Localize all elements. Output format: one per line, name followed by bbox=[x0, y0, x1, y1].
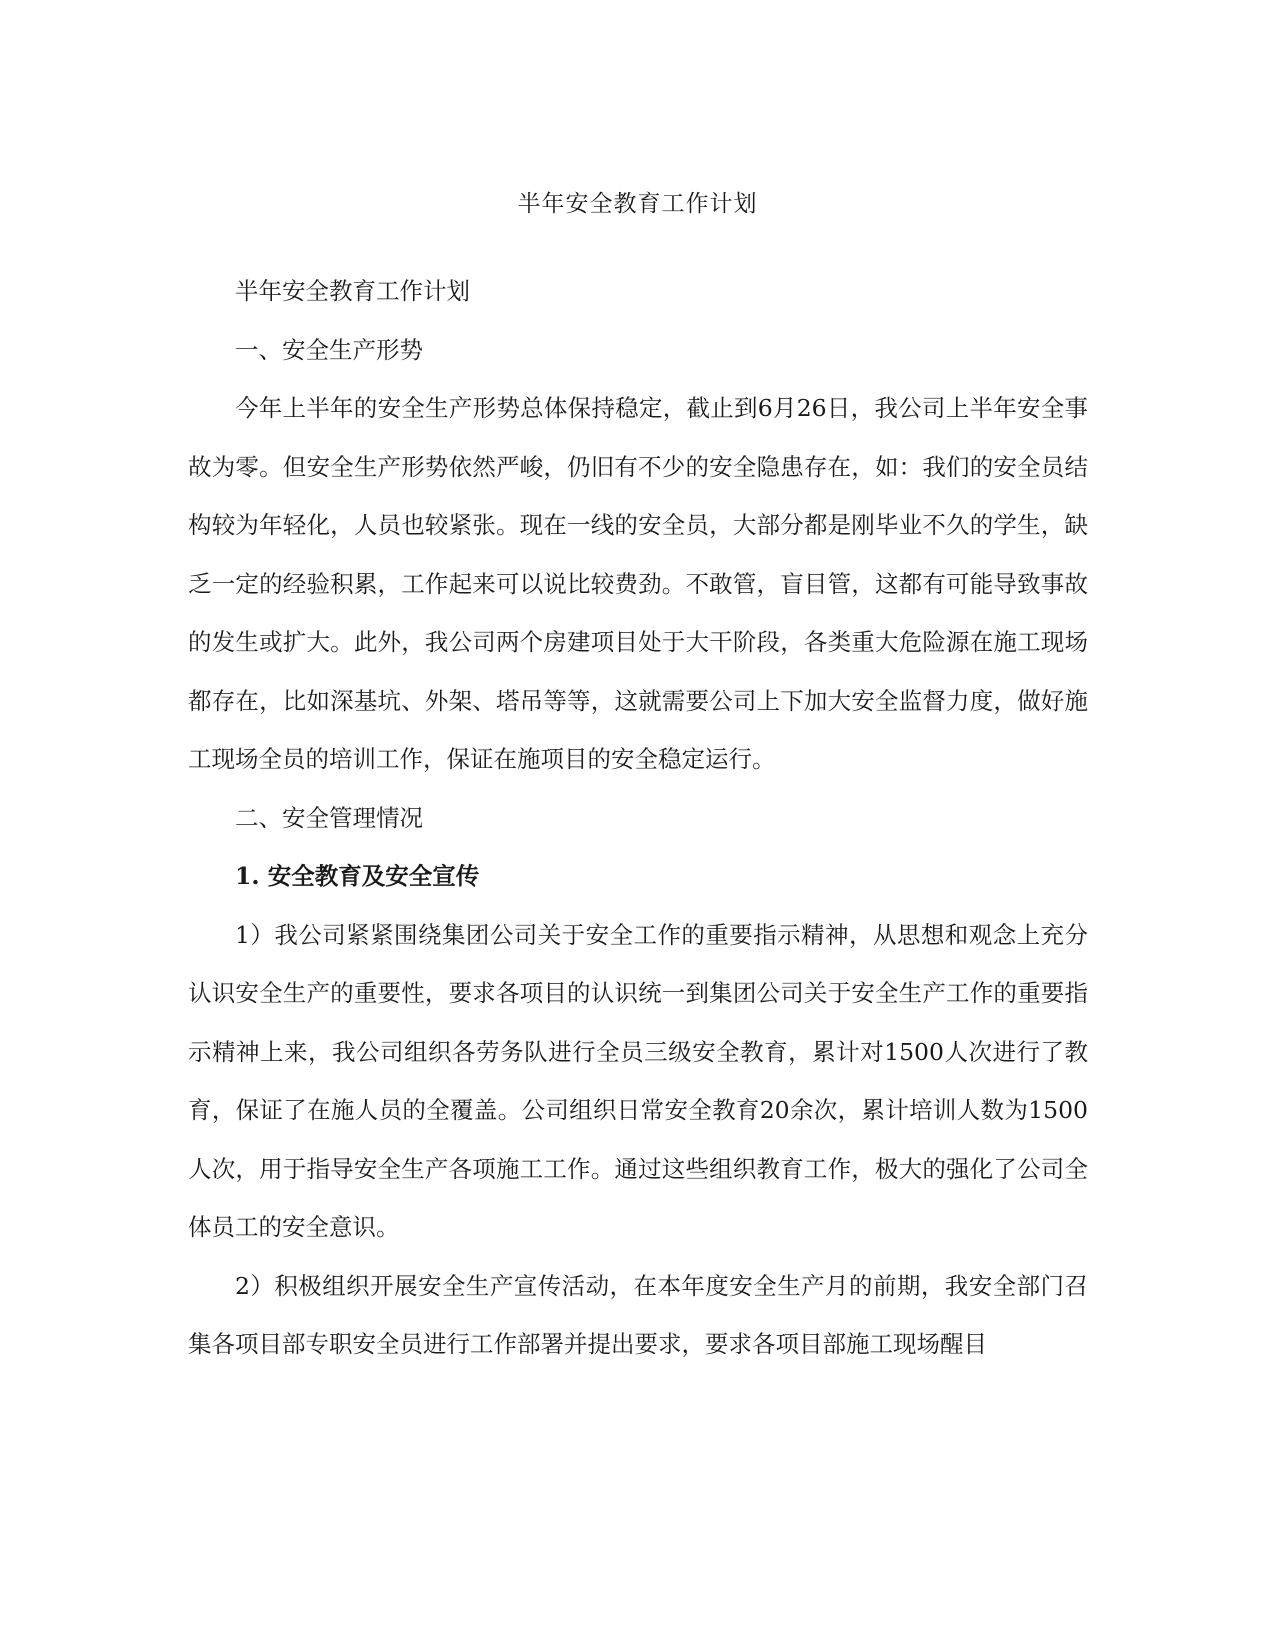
document-title: 半年安全教育工作计划 bbox=[517, 191, 758, 217]
subsection-heading-education: 1. 安全教育及安全宣传 bbox=[235, 862, 480, 890]
paragraph-education-2: 2）积极组织开展安全生产宣传活动，在本年度安全生产月的前期，我安全部门召集各项目部专职安全员进行工作部署并提出要求，要求各项目部施工现场醒目 bbox=[188, 1271, 1088, 1358]
document-body bbox=[188, 262, 1088, 1374]
paragraph-subtitle: 半年安全教育工作计划 bbox=[235, 277, 470, 305]
section-heading-safety-management: 二、安全管理情况 bbox=[235, 803, 423, 832]
section-heading-safety-situation: 一、安全生产形势 bbox=[235, 335, 423, 364]
paragraph-education-1: 1）我公司紧紧围绕集团公司关于安全工作的重要指示精神，从思想和观念上充分认识安全生产的重要性，要求各项目的认识统一到集团公司关于安全生产工作的重要指示精神上来，我公司组织各劳务队进行全员三级安全教育，累计对1500人次进行了教育，保证了在施人员的全覆盖。公司组织日常安全教育20余次，累计培训人数为1500人次，用于指导安全生产各项施工工作。通过这些组织教育工作，极大的强化了公司全体员工的安全意识。 bbox=[188, 920, 1088, 1241]
paragraph-safety-situation: 今年上半年的安全生产形势总体保持稳定，截止到6月26日，我公司上半年安全事故为零。但安全生产形势依然严峻，仍旧有不少的安全隐患存在，如：我们的安全员结构较为年轻化，人员也较紧张。现在一线的安全员，大部分都是刚毕业不久的学生，缺乏一定的经验积累，工作起来可以说比较费劲。不敢管，盲目管，这都有可能导致事故的发生或扩大。此外，我公司两个房建项目处于大干阶段，各类重大危险源在施工现场都存在，比如深基坑、外架、塔吊等等，这就需要公司上下加大安全监督力度，做好施工现场全员的培训工作，保证在施项目的安全稳定运行。 bbox=[188, 394, 1088, 773]
